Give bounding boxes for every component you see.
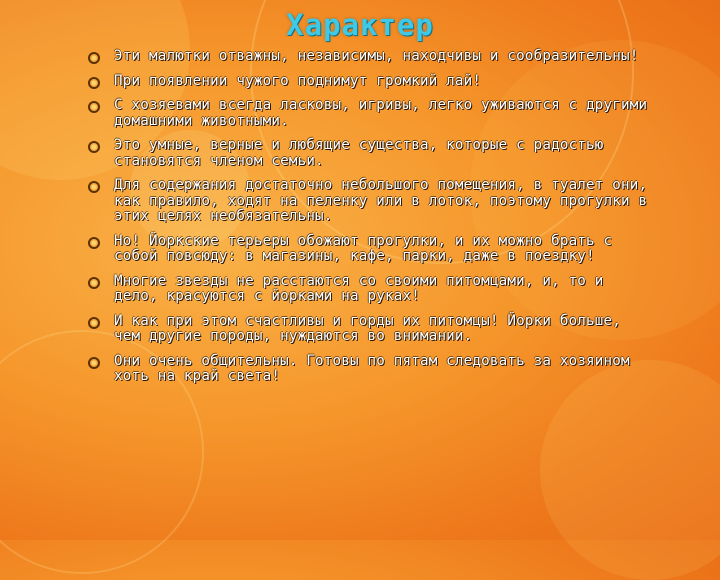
circle-bullet-icon	[88, 52, 100, 64]
list-item	[88, 274, 648, 305]
bullet-text: Многие звезды не расстаются со своими питомцами, и, то и дело, красуются с йорками на руках!	[114, 272, 604, 304]
bullet-text: И как при этом счастливы и горды их питомцы! Йорки больше, чем другие породы, нуждаются во внимании.	[114, 312, 622, 344]
circle-bullet-icon	[88, 357, 100, 369]
list-item	[88, 98, 648, 129]
slide-title: Характер	[286, 8, 434, 42]
circle-bullet-icon	[88, 101, 100, 113]
bullet-text: При появлении чужого поднимут громкий лай!	[114, 72, 482, 89]
list-item	[88, 49, 648, 65]
list-item	[88, 74, 648, 90]
list-item	[88, 234, 648, 265]
list-item	[88, 138, 648, 169]
bullet-text: С хозяевами всегда ласковы, игривы, легко уживаются с другими домашними животными.	[114, 97, 648, 129]
bullet-text: Для содержания достаточно небольшого помещения, в туалет они, как правило, ходят на пеленку или в лоток, поэтому прогулки в этих целях необязательны.	[114, 177, 648, 224]
bullet-text: Но! Йоркские терьеры обожают прогулки, и их можно брать с собой повсюду: в магазины, кафе, парки, даже в поездку!	[114, 232, 613, 264]
circle-bullet-icon	[88, 141, 100, 153]
circle-bullet-icon	[88, 181, 100, 193]
list-item	[88, 178, 648, 225]
bullet-text: Это умные, верные и любящие существа, которые с радостью становятся членом семьи.	[114, 137, 604, 169]
bullet-text: Эти малютки отважны, независимы, находчивы и сообразительны!	[114, 48, 639, 64]
circle-bullet-icon	[88, 237, 100, 249]
bullet-list	[88, 49, 648, 394]
circle-bullet-icon	[88, 277, 100, 289]
list-item	[88, 354, 648, 385]
circle-bullet-icon	[88, 317, 100, 329]
circle-bullet-icon	[88, 77, 100, 89]
bullet-text: Они очень общительны. Готовы по пятам следовать за хозяином хоть на край света!	[114, 352, 630, 384]
list-item	[88, 314, 648, 345]
